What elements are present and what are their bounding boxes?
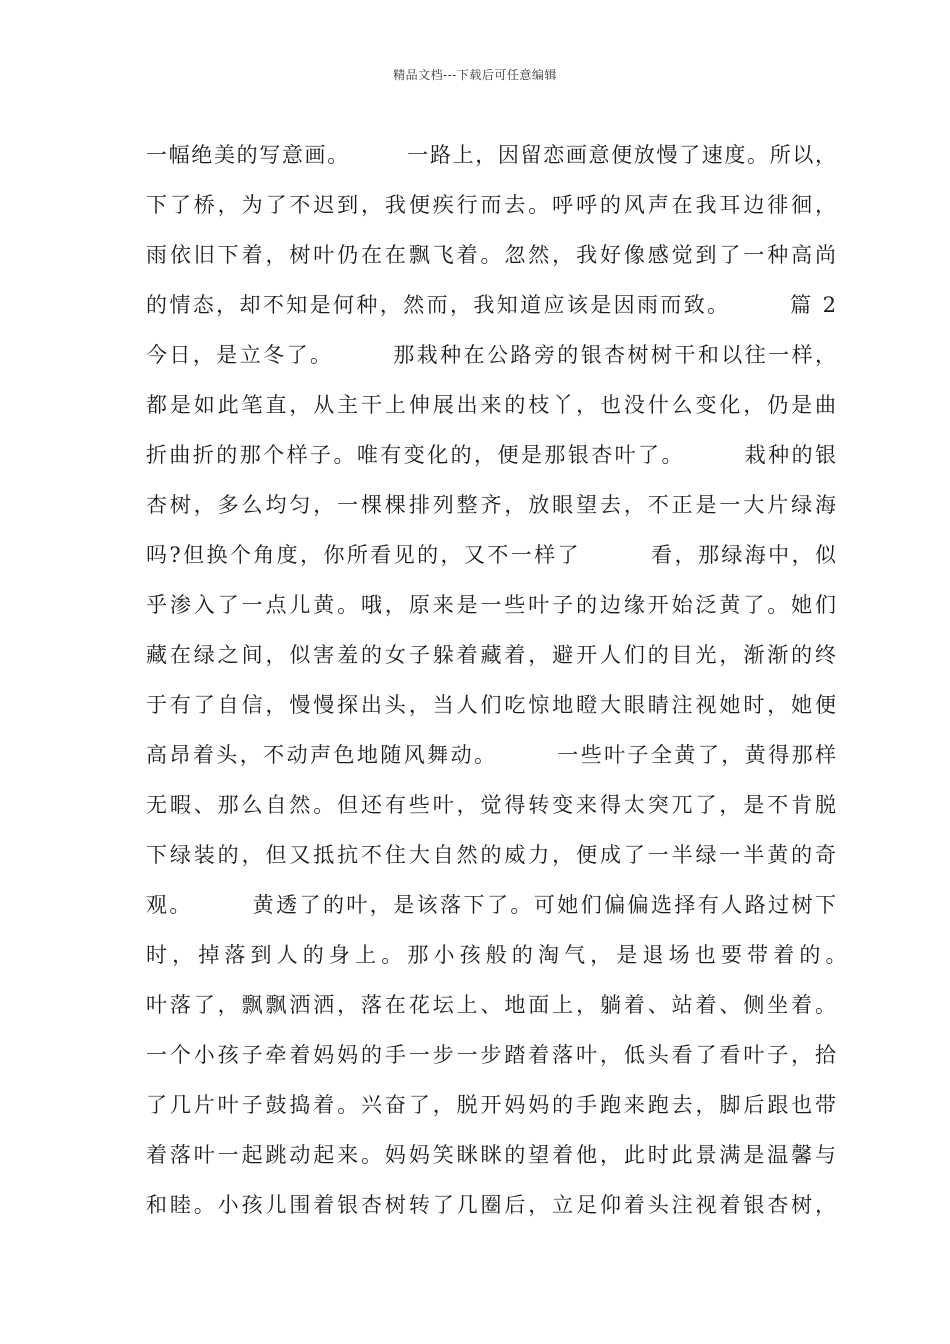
text-line: 雨依旧下着，树叶仍在在飘飞着。忽然，我好像感觉到了一种高尚 [146,243,836,267]
text-line: 下了桥，为了不迟到，我便疾行而去。呼呼的风声在我耳边徘徊， [146,193,836,217]
text-line: 了几片叶子鼓捣着。兴奋了，脱开妈妈的手跑来跑去，脚后跟也带 [146,1093,836,1117]
text-line: 着落叶一起跳动起来。妈妈笑眯眯的望着他，此时此景满是温馨与 [146,1143,836,1167]
text-line: 时，掉落到人的身上。那小孩般的淘气，是退场也要带着的。 [146,943,878,967]
text-line: 高昂着头，不动声色地随风舞动。 一些叶子全黄了，黄得那样 [146,743,836,767]
text-line: 观。 黄透了的叶，是该落下了。可她们偏偏选择有人路过树下 [146,893,836,917]
text-line: 于有了自信，慢慢探出头，当人们吃惊地瞪大眼睛注视她时，她便 [146,693,836,717]
text-line: 杏树，多么均匀，一棵棵排列整齐，放眼望去，不正是一大片绿海 [146,493,836,517]
text-line: 都是如此笔直，从主干上伸展出来的枝丫，也没什么变化，仍是曲 [146,393,836,417]
text-line: 叶落了，飘飘洒洒，落在花坛上、地面上，躺着、站着、侧坐着。 [146,993,836,1017]
text-line: 和睦。小孩儿围着银杏树转了几圈后，立足仰着头注视着银杏树， [146,1193,836,1217]
text-line: 折曲折的那个样子。唯有变化的，便是那银杏叶了。 栽种的银 [146,443,836,467]
text-line: 一幅绝美的写意画。 一路上，因留恋画意便放慢了速度。所以， [146,143,836,167]
document-body [146,130,878,1230]
text-line: 的情态，却不知是何种，然而，我知道应该是因雨而致。 篇 2 [146,293,836,317]
text-line: 乎渗入了一点儿黄。哦，原来是一些叶子的边缘开始泛黄了。她们 [146,593,836,617]
text-line: 无暇、那么自然。但还有些叶，觉得转变来得太突兀了，是不肯脱 [146,793,836,817]
text-line: 今日，是立冬了。 那栽种在公路旁的银杏树树干和以往一样， [146,343,836,367]
text-line: 下绿装的，但又抵抗不住大自然的威力，便成了一半绿一半黄的奇 [146,843,836,867]
text-line: 藏在绿之间，似害羞的女子躲着藏着，避开人们的目光，渐渐的终 [146,643,836,667]
page-header: 精品文档---下载后可任意编辑 [393,68,557,82]
text-line: 吗?但换个角度，你所看见的，又不一样了 看，那绿海中，似 [146,543,836,567]
text-line: 一个小孩子牵着妈妈的手一步一步踏着落叶，低头看了看叶子，拾 [146,1043,836,1067]
